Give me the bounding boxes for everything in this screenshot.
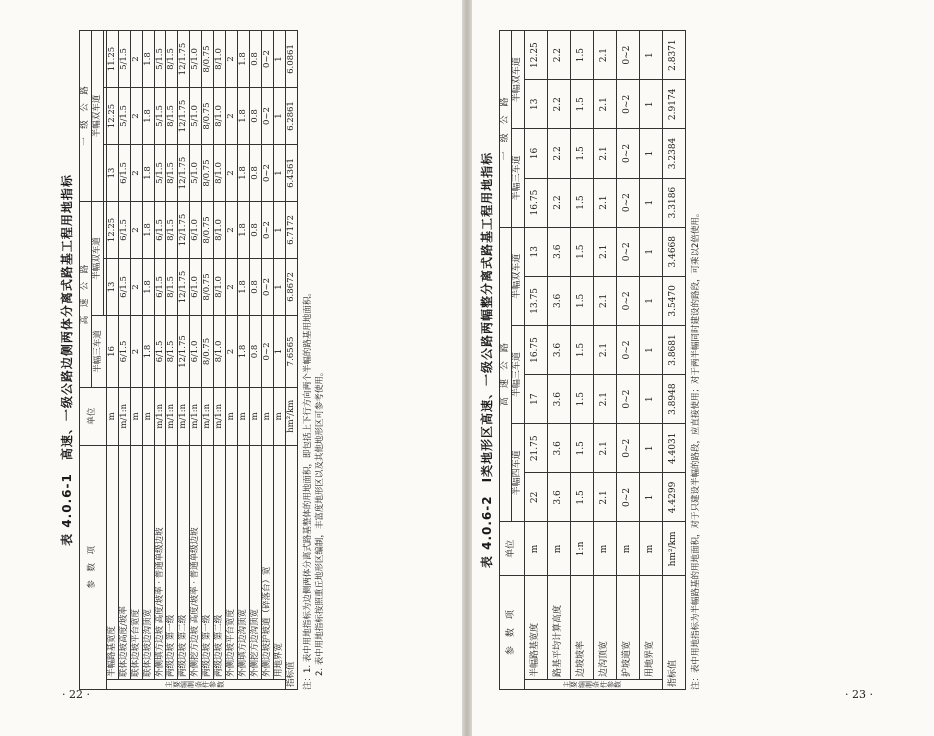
highway-header: 高 速 公 路 — [80, 202, 92, 388]
table-cell: 1.5 — [570, 31, 593, 80]
table-cell: 1 — [639, 473, 662, 522]
table-cell: 3.8681 — [662, 325, 685, 374]
left-table-title: 表 4.0.6-1 高速、一级公路边侧两体分离式路基工程用地指标 — [60, 174, 74, 546]
table-cell: 2.1 — [593, 178, 616, 227]
row-label: 半幅路基宽度 — [106, 445, 118, 679]
table-cell: 0~2 — [261, 258, 273, 315]
table-cell: 12/1.75 — [178, 315, 190, 387]
row-label: 半幅路基宽度 — [524, 576, 547, 680]
table-cell: 1.8 — [142, 202, 154, 259]
table-cell: 2.9174 — [662, 80, 685, 129]
table-row — [237, 31, 249, 690]
table-cell: 8/1.5 — [166, 88, 178, 145]
row-unit: m/1:n — [178, 387, 190, 445]
table-cell: 0~2 — [261, 202, 273, 259]
right-table-title: 表 4.0.6-2 Ⅰ类地形区高速、一级公路两幅整分离式路基工程用地指标 — [480, 151, 494, 569]
table-cell: 0~2 — [616, 325, 639, 374]
table-cell: 3.4668 — [662, 227, 685, 276]
table-cell: 2 — [226, 88, 238, 145]
table-cell: 13.75 — [524, 276, 547, 325]
table-cell: 2 — [226, 258, 238, 315]
table-row — [106, 31, 118, 690]
table-row — [570, 31, 593, 690]
row-label: 两级边坡 第一级 — [202, 445, 214, 679]
table-row — [118, 31, 130, 690]
table-cell: 21.75 — [524, 424, 547, 473]
row-label: 外侧边坡护坡道（碎落台）宽 — [261, 445, 273, 679]
table-cell: 1 — [639, 227, 662, 276]
table-cell: 12/1.75 — [178, 258, 190, 315]
half-2lane-header-b: 半幅双车道 — [91, 31, 103, 202]
table-cell: 0~2 — [261, 145, 273, 202]
first-class-header: 一 级 公 路 — [500, 31, 512, 228]
row-label: 路基平均计算高度 — [547, 576, 570, 680]
table-cell: 6/1.0 — [190, 315, 202, 387]
table-cell: 5/1.5 — [154, 145, 166, 202]
table-cell: 2.1 — [593, 424, 616, 473]
table-cell: 2 — [130, 31, 142, 88]
table-cell: 5/1.0 — [190, 145, 202, 202]
row-unit: m/1:n — [214, 387, 226, 445]
table-row — [166, 31, 178, 690]
table-cell: 2.2 — [547, 129, 570, 178]
table-cell: 3.6 — [547, 227, 570, 276]
table-cell: 6/1.5 — [118, 258, 130, 315]
right-rotated-content — [478, 30, 898, 690]
unit-header: 单位 — [80, 387, 107, 445]
table-cell: 3.5470 — [662, 276, 685, 325]
table-cell: 12/1.75 — [178, 202, 190, 259]
left-note-1: 注：1. 表中用地指标为边侧两体分离式路基整体的用地面积，即包括上下行方向两个半幅的路基用地面积。 — [302, 288, 313, 690]
table-cell: 1 — [639, 80, 662, 129]
row-unit: m/1:n — [166, 387, 178, 445]
table-cell: 8/1.0 — [214, 258, 226, 315]
table-cell: 1 — [273, 202, 285, 259]
table-cell: 3.3186 — [662, 178, 685, 227]
table-cell: 6.4361 — [285, 145, 297, 202]
table-cell: 2 — [130, 145, 142, 202]
table-cell: 1.5 — [570, 227, 593, 276]
table-cell: 5/1.5 — [118, 88, 130, 145]
table-cell: 1.5 — [570, 424, 593, 473]
table-row — [214, 31, 226, 690]
table-row — [593, 31, 616, 690]
table-cell: 6.8672 — [285, 258, 297, 315]
row-unit: hm²/km — [285, 387, 297, 445]
table-cell: 16.75 — [524, 178, 547, 227]
row-label: 联体边坡高度/坡率 — [118, 445, 130, 679]
left-table — [79, 30, 298, 690]
table-cell: 8/0.75 — [202, 88, 214, 145]
page-number-right: · 23 · — [845, 688, 873, 701]
table-cell: 12.25 — [106, 88, 118, 145]
table-cell: 1.5 — [570, 375, 593, 424]
table-cell: 1.5 — [570, 129, 593, 178]
row-label: 外侧边坡平台宽度 — [226, 445, 238, 679]
table-cell: 2 — [226, 31, 238, 88]
half-2lane-header-a: 半幅双车道 — [91, 202, 103, 316]
table-cell: 2.2 — [547, 80, 570, 129]
table-cell: 8/1.5 — [166, 202, 178, 259]
row-label: 护坡道宽 — [616, 576, 639, 680]
row-unit: m — [273, 387, 285, 445]
table-cell: 8/1.0 — [214, 31, 226, 88]
table-cell: 6/1.5 — [154, 202, 166, 259]
table-cell: 1.8 — [142, 258, 154, 315]
table-cell: 17 — [524, 375, 547, 424]
table-cell: 3.6 — [547, 325, 570, 374]
table-row — [249, 31, 261, 690]
row-label: 用地界宽 — [639, 576, 662, 680]
half-3lane-header: 半幅三车道 — [91, 315, 106, 387]
table-cell: 3.6 — [547, 424, 570, 473]
row-label: 用地界宽 — [273, 445, 285, 679]
row-unit: m/1:n — [190, 387, 202, 445]
table-cell: 6.0861 — [285, 31, 297, 88]
row-unit: m — [616, 522, 639, 576]
table-cell: 8/1.0 — [214, 315, 226, 387]
table-cell: 0~2 — [616, 375, 639, 424]
row-unit: m/1:n — [154, 387, 166, 445]
param-header: 参 数 项 — [80, 445, 107, 689]
table-cell: 1.5 — [570, 325, 593, 374]
table-cell: 8/0.75 — [202, 202, 214, 259]
row-label: 边坡坡率 — [570, 576, 593, 680]
table-cell: 6/1.5 — [154, 315, 166, 387]
table-cell: 1.5 — [570, 473, 593, 522]
table-cell: 1 — [639, 129, 662, 178]
table-cell: 5/1.5 — [154, 31, 166, 88]
table-row — [226, 31, 238, 690]
table-cell: 0.8 — [249, 258, 261, 315]
table-cell: 0~2 — [261, 31, 273, 88]
table-cell: 2.1 — [593, 80, 616, 129]
row-unit: m — [130, 387, 142, 445]
table-cell: 6/1.5 — [118, 145, 130, 202]
table-row — [142, 31, 154, 690]
row-unit: m — [524, 522, 547, 576]
right-note: 注：表中用地指标为半幅路基的用地面积，对于只建设半幅的路段，应直接使用；对于两半幅同时建设的路段，可乘以2倍使用。 — [690, 208, 701, 690]
table-row — [639, 31, 662, 690]
table-cell: 0~2 — [616, 31, 639, 80]
row-label: 外侧挖方边沟顶宽 — [249, 445, 261, 679]
table-cell: 8/0.75 — [202, 145, 214, 202]
table-row — [261, 31, 273, 690]
row-unit: m/1:n — [118, 387, 130, 445]
table-cell: 3.2384 — [662, 129, 685, 178]
table-row — [285, 31, 297, 690]
table-cell: 12.25 — [106, 202, 118, 259]
param-header: 参 数 项 — [500, 576, 525, 690]
table-cell: 1 — [639, 375, 662, 424]
row-unit: m — [226, 387, 238, 445]
row-unit: m — [249, 387, 261, 445]
table-cell: 8/1.5 — [166, 258, 178, 315]
table-cell: 2.1 — [593, 276, 616, 325]
table-cell: 1.8 — [142, 31, 154, 88]
table-cell: 2 — [226, 202, 238, 259]
table-cell: 8/0.75 — [202, 315, 214, 387]
table-cell: 7.6565 — [285, 315, 297, 387]
table-row — [547, 31, 570, 690]
table-row — [616, 31, 639, 690]
table-cell: 5/1.0 — [190, 31, 202, 88]
table-cell: 0~2 — [616, 276, 639, 325]
table-cell: 6/1.5 — [118, 202, 130, 259]
row-label: 联体边坡边沟顶宽 — [142, 445, 154, 679]
col-header: 半幅三车道 — [512, 129, 524, 227]
row-unit: m — [142, 387, 154, 445]
table-cell: 5/1.5 — [154, 88, 166, 145]
table-cell: 1 — [639, 178, 662, 227]
table-cell: 1.5 — [570, 276, 593, 325]
row-label: 联体边坡平台宽度 — [130, 445, 142, 679]
table-cell: 12.25 — [524, 31, 547, 80]
side-category: 主要编制条件参数 — [106, 680, 285, 690]
row-unit: m — [593, 522, 616, 576]
row-label: 两级边坡 第二级 — [178, 445, 190, 679]
table-cell: 6/1.0 — [190, 258, 202, 315]
table-cell: 2 — [130, 88, 142, 145]
table-cell: 6/1.0 — [190, 202, 202, 259]
left-notes — [302, 30, 327, 690]
row-label: 边沟顶宽 — [593, 576, 616, 680]
row-unit: 1:n — [570, 522, 593, 576]
table-cell: 13 — [106, 145, 118, 202]
row-label: 两级边坡 第一级 — [166, 445, 178, 679]
table-cell: 2 — [226, 315, 238, 387]
table-cell: 1.8 — [237, 258, 249, 315]
table-cell: 5/1.5 — [118, 31, 130, 88]
table-cell: 0.8 — [249, 145, 261, 202]
table-cell: 16 — [524, 129, 547, 178]
table-cell: 2 — [226, 145, 238, 202]
table-cell: 3.6 — [547, 276, 570, 325]
row-unit: m — [547, 522, 570, 576]
table-cell: 12/1.75 — [178, 145, 190, 202]
table-cell: 1.8 — [237, 202, 249, 259]
table-cell: 0~2 — [616, 80, 639, 129]
row-label: 外侧填方边沟顶宽 — [237, 445, 249, 679]
row-label: 外侧挖方边坡 高度/坡率 · 普通单级边坡 — [190, 445, 202, 679]
row-unit: m — [237, 387, 249, 445]
table-cell: 0.8 — [249, 315, 261, 387]
table-cell: 1.8 — [237, 88, 249, 145]
table-cell: 8/1.5 — [166, 31, 178, 88]
row-unit: m — [261, 387, 273, 445]
table-cell: 13 — [524, 227, 547, 276]
table-cell: 11.25 — [106, 31, 118, 88]
table-cell: 8/0.75 — [202, 31, 214, 88]
row-label: 外侧填方边坡 高度/坡率 · 普通单级边坡 — [154, 445, 166, 679]
table-cell: 1 — [273, 145, 285, 202]
table-cell: 0.8 — [249, 31, 261, 88]
table-cell: 8/1.0 — [214, 202, 226, 259]
table-row — [130, 31, 142, 690]
col-header: 半幅三车道 — [512, 325, 524, 423]
table-row — [190, 31, 202, 690]
table-cell: 22 — [524, 473, 547, 522]
row-label: 指标值 — [662, 576, 685, 690]
table-cell: 2 — [130, 315, 142, 387]
col-header: 半幅双车道 — [512, 227, 524, 325]
table-cell: 1 — [639, 31, 662, 80]
table-cell: 2.2 — [547, 178, 570, 227]
table-cell: 1 — [273, 258, 285, 315]
book-gutter — [462, 0, 472, 736]
row-unit: m — [639, 522, 662, 576]
table-cell: 8/1.0 — [214, 145, 226, 202]
row-unit: m/1:n — [202, 387, 214, 445]
table-cell: 13 — [524, 80, 547, 129]
table-cell: 1.8 — [142, 315, 154, 387]
table-cell: 0~2 — [616, 129, 639, 178]
table-cell: 2.1 — [593, 31, 616, 80]
table-cell: 2.1 — [593, 227, 616, 276]
table-row — [662, 31, 685, 690]
row-label: 指标值 — [285, 445, 297, 689]
table-cell: 3.6 — [547, 375, 570, 424]
table-cell: 0~2 — [261, 315, 273, 387]
table-cell: 1 — [273, 88, 285, 145]
table-cell: 1 — [639, 424, 662, 473]
table-cell: 3.6 — [547, 473, 570, 522]
table-cell: 1 — [639, 325, 662, 374]
table-cell: 2.1 — [593, 473, 616, 522]
table-cell: 1.8 — [237, 315, 249, 387]
row-unit: hm²/km — [662, 522, 685, 576]
table-cell: 0~2 — [261, 88, 273, 145]
table-cell: 3.8948 — [662, 375, 685, 424]
table-row — [202, 31, 214, 690]
table-cell: 0.8 — [249, 202, 261, 259]
table-cell: 1.8 — [142, 88, 154, 145]
table-row — [524, 31, 547, 690]
table-cell: 4.4299 — [662, 473, 685, 522]
row-unit: m — [106, 387, 118, 445]
table-cell: 5/1.0 — [190, 88, 202, 145]
table-cell: 2.8371 — [662, 31, 685, 80]
table-cell: 1.8 — [142, 145, 154, 202]
table-cell: 2.1 — [593, 375, 616, 424]
unit-header: 单位 — [500, 522, 525, 576]
first-class-header: 一 级 公 路 — [80, 31, 92, 202]
table-cell: 1 — [273, 315, 285, 387]
row-label: 两级边坡 第二级 — [214, 445, 226, 679]
table-cell: 8/1.0 — [214, 88, 226, 145]
table-cell: 1.5 — [570, 80, 593, 129]
highway-header: 高 速 公 路 — [500, 227, 512, 522]
table-cell: 0~2 — [616, 227, 639, 276]
table-cell: 8/1.5 — [166, 315, 178, 387]
table-cell: 6/1.5 — [154, 258, 166, 315]
table-cell: 16.75 — [524, 325, 547, 374]
table-cell: 1.5 — [570, 178, 593, 227]
col-header: 半幅四车道 — [512, 424, 524, 522]
table-cell: 16 — [106, 315, 118, 387]
page-number-left: · 22 · — [62, 688, 90, 701]
table-cell: 1 — [273, 31, 285, 88]
table-cell: 0~2 — [616, 473, 639, 522]
left-rotated-content — [58, 30, 453, 690]
table-cell: 6.2861 — [285, 88, 297, 145]
table-row — [273, 31, 285, 690]
table-cell: 2 — [130, 258, 142, 315]
table-cell: 1 — [639, 276, 662, 325]
table-cell: 2.1 — [593, 325, 616, 374]
table-cell: 0~2 — [616, 424, 639, 473]
table-cell: 13 — [106, 258, 118, 315]
table-cell: 12/1.75 — [178, 88, 190, 145]
table-cell: 1.8 — [237, 31, 249, 88]
table-cell: 2.1 — [593, 129, 616, 178]
table-cell: 1.8 — [237, 145, 249, 202]
table-cell: 2 — [130, 202, 142, 259]
table-row — [178, 31, 190, 690]
table-cell: 4.4031 — [662, 424, 685, 473]
table-cell: 6/1.5 — [118, 315, 130, 387]
table-cell: 2.2 — [547, 31, 570, 80]
table-row — [154, 31, 166, 690]
table-cell: 0.8 — [249, 88, 261, 145]
table-cell: 12/1.75 — [178, 31, 190, 88]
side-category: 主要编制条件参数 — [524, 680, 662, 690]
table-cell: 0~2 — [616, 178, 639, 227]
table-cell: 6.7172 — [285, 202, 297, 259]
table-cell: 8/1.5 — [166, 145, 178, 202]
table-cell: 8/0.75 — [202, 258, 214, 315]
col-header: 半幅双车道 — [512, 31, 524, 129]
left-note-2: 2. 表中用地指标按照重丘地形区编制，丰富度地形区以及其他地形区可参考使用。 — [314, 367, 325, 676]
right-table — [499, 30, 686, 690]
